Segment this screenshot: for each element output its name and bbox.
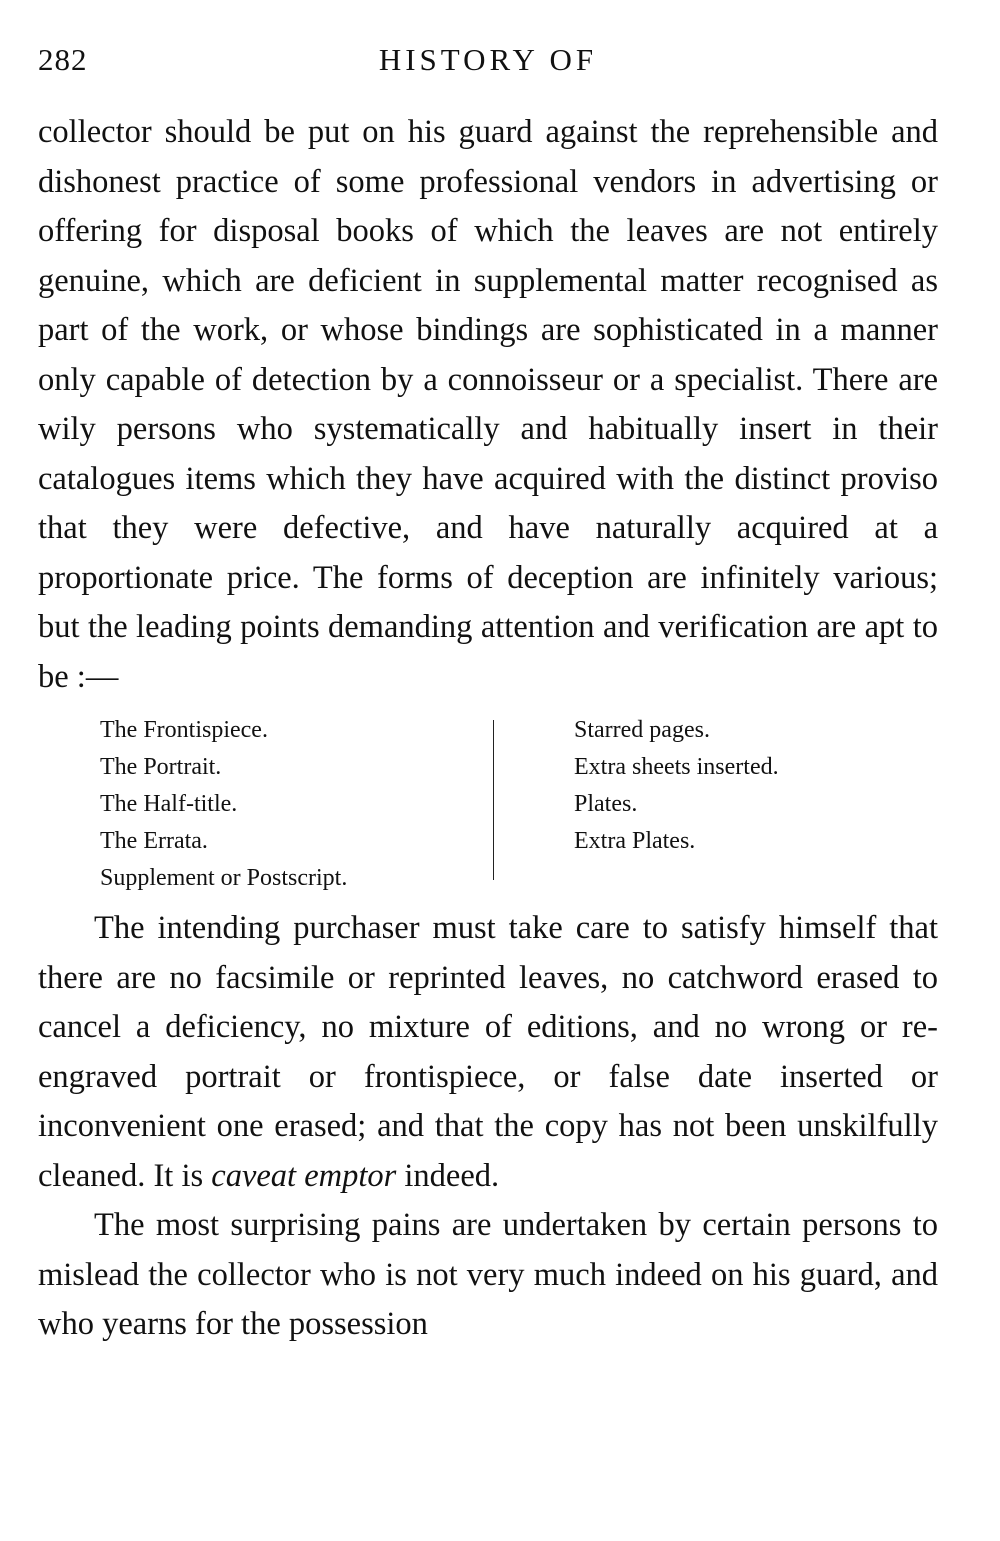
list-item: The Half-title.: [100, 791, 238, 817]
list-item: Starred pages.: [574, 717, 710, 743]
running-head: HISTORY OF: [378, 42, 598, 77]
list-item: The Errata.: [100, 828, 208, 854]
paragraph-text: indeed.: [396, 1157, 500, 1194]
checklist-right-column: [574, 712, 779, 860]
list-item: The Portrait.: [100, 754, 222, 780]
list-item: Supplement or Postscript.: [100, 865, 348, 891]
paragraph-purchaser-care: [38, 904, 938, 1201]
latin-phrase: caveat emptor: [211, 1157, 397, 1194]
list-item: Extra Plates.: [574, 828, 696, 854]
paragraph-text: The intending purchaser must take care to satisfy himself that there are no facsimile or reprinted leaves, no catchword erased to cancel a deficiency, no mixture of editions, and no wrong or re-engraved portrait or frontispiece, or false date inserted or inconvenient one erased; and that the copy has not been unskilfully cleaned. It is: [38, 910, 938, 1194]
list-item: Plates.: [574, 791, 638, 817]
checklist-left-column: [100, 712, 347, 897]
paragraph-surprising-pains: The most surprising pains are undertaken by certain persons to mislead the collector who is not very much indeed on his guard, and who yearns for the possession: [38, 1207, 938, 1342]
list-item: The Frontispiece.: [100, 717, 268, 743]
paragraph-collector-warning: collector should be put on his guard against the reprehensible and dishonest practice of some professional vendors in advertising or offering for disposal books of which the leaves are not entirely genuine, which are deficient in supplemental matter recognised as part of the work, or whose bindings are sophisticated in a manner only capable of detection by a connoisseur or a specialist. There are wily persons who systematically and habitually insert in their catalogues items which they have acquired with the distinct proviso that they were defective, and have naturally acquired at a proportionate price. The forms of deception are infinitely various; but the leading points demanding attention and verification are apt to be :—: [38, 114, 938, 695]
column-divider: [493, 720, 494, 880]
verification-checklist: [38, 712, 938, 892]
list-item: Extra sheets inserted.: [574, 754, 779, 780]
book-page: [38, 36, 938, 1350]
page-number: 282: [38, 42, 88, 77]
page-header: [38, 36, 938, 96]
